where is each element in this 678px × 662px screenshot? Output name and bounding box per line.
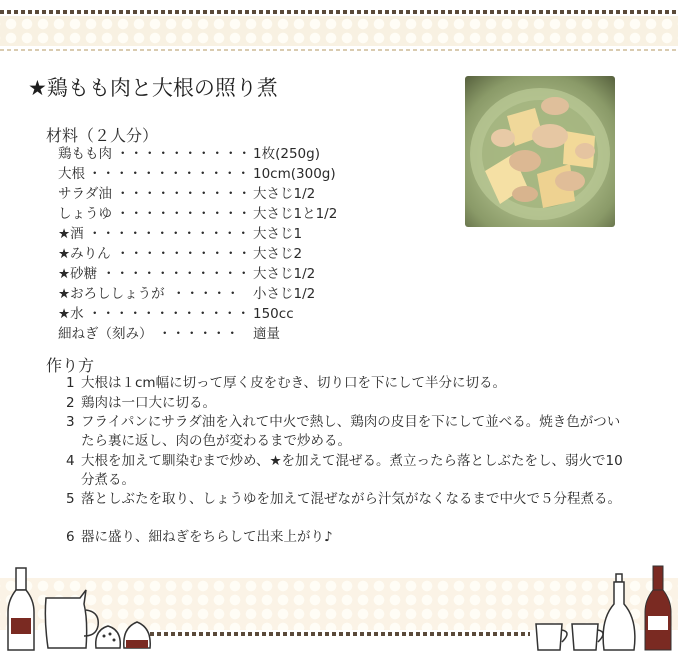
recipe-title: ★鶏もも肉と大根の照り煮 [28, 76, 278, 100]
top-dot-band [0, 16, 678, 46]
ingredient-name: 鶏もも肉 [58, 146, 112, 162]
wine-bottle-icon [645, 566, 671, 650]
ingredient-name: 大根 [58, 166, 85, 182]
ingredient-name: 細ねぎ（刻み） [58, 326, 153, 342]
steps-heading: 作り方 [46, 356, 95, 375]
top-dashed-line [0, 10, 678, 14]
ingredient-qty: 150cc [253, 306, 294, 322]
ingredient-name: ★おろししょうが [58, 286, 165, 302]
step-item [66, 528, 626, 547]
salt-shaker-icon [96, 626, 121, 648]
ingredients-heading: 材料（２人分） [46, 126, 159, 145]
ingredient-dots: ・・・・・・・・・・・・ [88, 306, 250, 322]
ingredient-qty: 小さじ1/2 [253, 286, 316, 302]
step-number: 2 [66, 395, 75, 411]
footer-illustrations [0, 560, 678, 662]
ingredient-qty: 大さじ2 [253, 246, 303, 262]
carafe-icon [603, 574, 635, 650]
step-number: 1 [66, 375, 75, 391]
ingredient-name: しょうゆ [58, 206, 112, 222]
pepper-shaker-icon [124, 622, 150, 648]
ingredient-qty: 大さじ1と1/2 [253, 206, 338, 222]
ingredient-dots: ・・・・・・・・・・ [116, 146, 251, 162]
ingredient-qty: 大さじ1/2 [253, 266, 316, 282]
milk-jug-icon [45, 590, 98, 648]
step-item [66, 452, 626, 490]
ingredient-dots: ・・・・・・ [158, 326, 239, 342]
ingredient-dots: ・・・・・・・・・・・・ [88, 166, 250, 182]
step-text: 大根を加えて馴染むまで炒め、★を加えて混ぜる。煮立ったら落としぶたをし、弱火で10分煮る。 [81, 453, 623, 488]
step-item [66, 374, 626, 393]
ingredient-dots: ・・・・・・・・・・ [116, 206, 251, 222]
step-item [66, 394, 626, 413]
mug-icon [536, 624, 603, 650]
step-item [66, 413, 626, 451]
ingredient-name: ★みりん [58, 246, 111, 262]
step-text: 大根は１cm幅に切って厚く皮をむき、切り口を下にして半分に切る。 [81, 375, 507, 391]
ingredient-dots: ・・・・・・・・・・・ [102, 266, 251, 282]
ingredient-dots: ・・・・・ [172, 286, 240, 302]
ingredient-qty: 大さじ1/2 [253, 186, 316, 202]
top-dashed-line-2 [0, 49, 678, 51]
step-number: 4 [66, 453, 75, 469]
ingredient-name: ★砂糖 [58, 266, 98, 282]
ingredient-qty: 1枚(250g) [253, 146, 320, 162]
ingredient-dots: ・・・・・・・・・・・・ [88, 226, 250, 242]
ingredient-qty: 10cm(300g) [253, 166, 336, 182]
ingredient-name: ★水 [58, 306, 84, 322]
ingredient-qty: 大さじ1 [253, 226, 303, 242]
ingredient-name: ★酒 [58, 226, 84, 242]
step-item [66, 490, 626, 509]
step-number: 3 [66, 414, 75, 430]
ingredient-dots: ・・・・・・・・・・ [116, 186, 251, 202]
step-number: 6 [66, 529, 75, 545]
dish-photo-illustration [465, 76, 615, 227]
step-text: 鶏肉は一口大に切る。 [81, 395, 216, 411]
step-number: 5 [66, 491, 75, 507]
step-text: 器に盛り、細ねぎをちらして出来上がり♪ [81, 529, 333, 545]
step-text: フライパンにサラダ油を入れて中火で熱し、鶏肉の皮目を下にして並べる。焼き色がついたら裏に返し、肉の色が変わるまで炒める。 [81, 414, 621, 449]
dish-photo [465, 76, 615, 227]
ingredient-qty: 適量 [253, 326, 280, 342]
step-text: 落としぶたを取り、しょうゆを加えて混ぜながら汁気がなくなるまで中火で５分程煮る。 [81, 491, 621, 507]
ingredient-name: サラダ油 [58, 186, 112, 202]
wine-bottle-icon [8, 568, 34, 650]
ingredient-dots: ・・・・・・・・・・ [116, 246, 251, 262]
